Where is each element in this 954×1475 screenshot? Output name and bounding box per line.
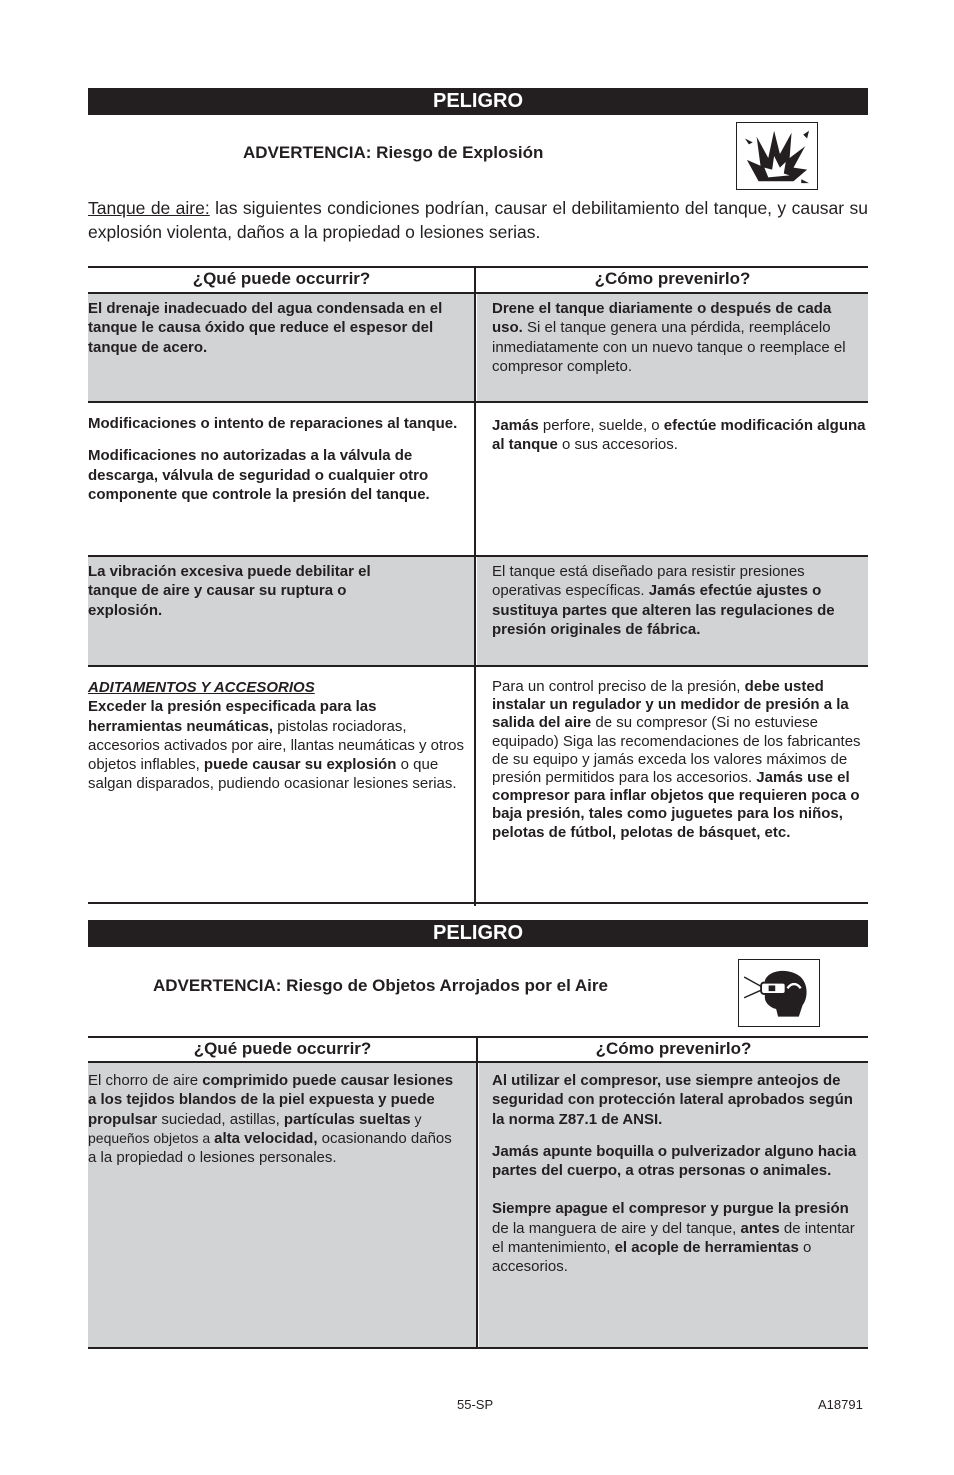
table-row-what: Modificaciones o intento de reparaciones al tanque. Modificaciones no autorizadas a la válvula de descarga, válvula de seguridad o cualquier otro componente que controle la presión del tanque.: [88, 415, 458, 503]
column-header-prevent: ¿Cómo prevenirlo?: [594, 269, 751, 288]
danger-banner: PELIGRO: [88, 920, 868, 947]
accessories-heading: ADITAMENTOS Y ACCESORIOS: [88, 679, 315, 696]
explosion-risk-table: [88, 266, 868, 906]
column-header-prevent: ¿Cómo prevenirlo?: [595, 1039, 752, 1058]
table-row-what: El drenaje inadecuado del agua condensada en el tanque le causa óxido que reduce el espesor del tanque de acero.: [88, 300, 443, 356]
intro-paragraph: [88, 196, 868, 244]
table-row-prevent: El tanque está diseñado para resistir presiones operativas específicas. Jamás efectúe ajustes o sustituya partes que alteren las regulaciones de presión originales de fábrica.: [492, 563, 835, 638]
table-row-prevent: Jamás perfore, suelde, o efectúe modificación alguna al tanque o sus accesorios.: [492, 417, 866, 454]
table-row-what: ADITAMENTOS Y ACCESORIOS Exceder la presión especificada para las herramientas neumáticas, pistolas rociadoras, accesorios activados por aire, llantas neumáticas y otros objetos inflables, puede causar su explosión o que salgan disparados, pudiendo ocasionar lesiones serias.: [88, 679, 465, 793]
flying-objects-table: [88, 1036, 868, 1352]
table-row-prevent: Para un control preciso de la presión, debe usted instalar un regulador y un medidor de presión a la salida del aire de su compresor (Si no estuviese equipado) Siga las recomendaciones de los fabricantes de su equipo y jamás exceda los valores máximos de presión permitidos para los accesorios. Jamás use el compresor para inflar objetos que requieren poca o baja presión, tales como juguetes para los niños, pelotas de fútbol, pelotas de básquet, etc.: [492, 678, 861, 841]
document-code: A18791: [818, 1397, 863, 1412]
table-row-what: La vibración excesiva puede debilitar el tanque de aire y causar su ruptura o explosión.: [88, 563, 371, 619]
table-row-what: El chorro de aire comprimido puede causar lesiones a los tejidos blandos de la piel expuesta y puede propulsar suciedad, astillas, partículas sueltas y pequeños objetos a alta velocidad, ocasionando daños a la propiedad o lesiones personales.: [88, 1072, 454, 1167]
column-header-what: ¿Qué puede occurrir?: [193, 1039, 372, 1058]
safety-goggles-icon: [738, 959, 820, 1027]
table-row-prevent: Drene el tanque diariamente o después de cada uso. Si el tanque genera una pérdida, reemplácelo inmediatamente con un nuevo tanque o reemplace el compresor completo.: [492, 300, 846, 375]
warning-subtitle: ADVERTENCIA: Riesgo de Objetos Arrojados por el Aire: [153, 976, 608, 995]
table-row-prevent: Al utilizar el compresor, use siempre anteojos de seguridad con protección lateral aprobados según la norma Z87.1 de ANSI. Jamás apunte boquilla o pulverizador alguno hacia partes del cuerpo, a otras personas o animales. Siempre apague el compresor y purgue la presión de la manguera de aire y del tanque, antes de intentar el mantenimiento, el acople de herramientas o accesorios.: [492, 1072, 857, 1276]
column-header-what: ¿Qué puede occurrir?: [192, 269, 371, 288]
intro-text: las siguientes condiciones podrían, causar el debilitamiento del tanque, y causar su explosión violenta, daños a la propiedad o lesiones serias.: [88, 198, 868, 242]
page-number: 55-SP: [457, 1397, 494, 1412]
warning-subtitle: ADVERTENCIA: Riesgo de Explosión: [243, 143, 544, 162]
intro-label: Tanque de aire:: [88, 198, 210, 218]
explosion-icon: [736, 122, 818, 190]
danger-banner: PELIGRO: [88, 88, 868, 115]
